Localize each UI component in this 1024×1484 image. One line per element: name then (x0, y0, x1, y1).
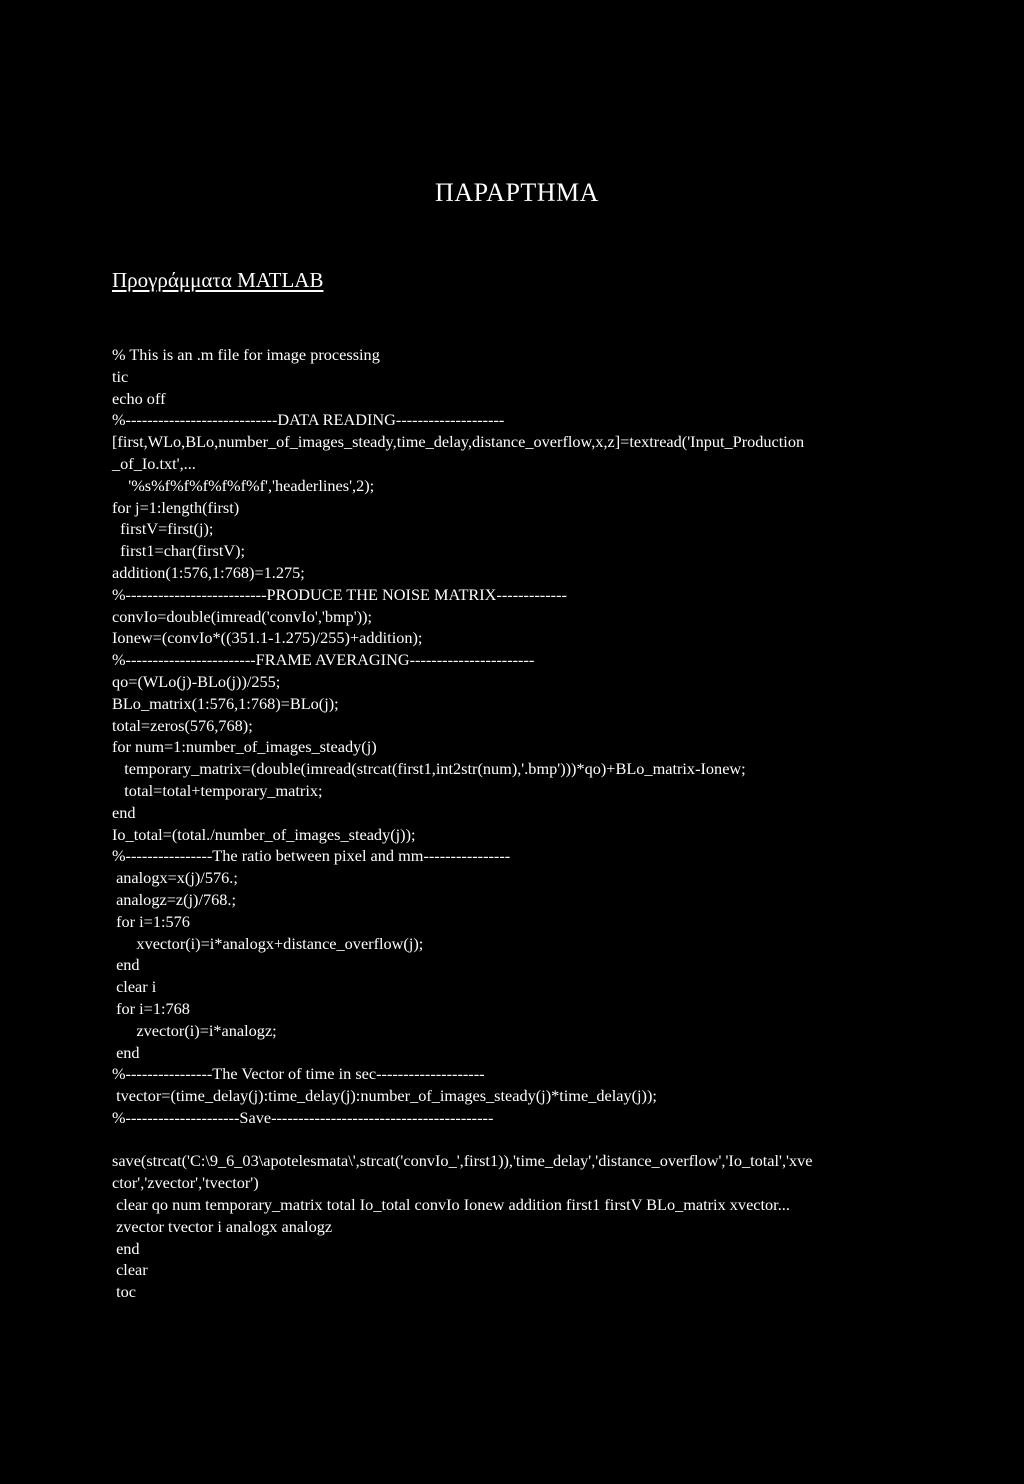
code-line: addition(1:576,1:768)=1.275; (112, 562, 305, 582)
code-line: Io_total=(total./number_of_images_steady(j)); (112, 824, 416, 844)
code-line: first1=char(firstV); (112, 541, 246, 561)
code-line: end (112, 802, 136, 822)
code-line: clear (112, 1260, 148, 1280)
code-line: temporary_matrix=(double(imread(strcat(first1,int2str(num),'.bmp')))*qo)+BLo_matrix-Ionew; (112, 759, 746, 779)
code-line: for j=1:length(first) (112, 497, 240, 517)
code-line: %------------------------FRAME AVERAGING----------------------- (112, 650, 535, 670)
code-line: analogx=x(j)/576.; (112, 868, 238, 888)
code-line: firstV=first(j); (112, 519, 214, 539)
code-line: ctor','zvector','tvector') (112, 1173, 259, 1193)
code-line: %--------------------------PRODUCE THE NOISE MATRIX------------- (112, 584, 567, 604)
code-line: toc (112, 1282, 136, 1302)
code-line: % This is an .m file for image processing (112, 345, 380, 364)
section-heading: Προγράμματα MATLAB (112, 268, 324, 292)
code-line: %---------------------Save----------------------------------------- (112, 1107, 494, 1127)
code-line: qo=(WLo(j)-BLo(j))/255; (112, 671, 281, 691)
code-line: echo off (112, 388, 166, 408)
code-line: end (112, 1238, 140, 1258)
code-line: clear qo num temporary_matrix total Io_total convIo Ionew addition first1 firstV BLo_matrix xvector... (112, 1195, 790, 1215)
code-line (112, 1129, 912, 1151)
code-line: Ionew=(convIo*((351.1-1.275)/255)+addition); (112, 628, 423, 648)
code-line: BLo_matrix(1:576,1:768)=BLo(j); (112, 693, 339, 713)
code-line: convIo=double(imread('convIo','bmp')); (112, 606, 373, 626)
code-line: [first,WLo,BLo,number_of_images_steady,time_delay,distance_overflow,x,z]=textread('Input_Production (112, 432, 805, 452)
code-line: end (112, 1042, 140, 1062)
code-line: for num=1:number_of_images_steady(j) (112, 737, 377, 757)
code-line: %----------------The Vector of time in sec-------------------- (112, 1064, 485, 1084)
code-line: '%s%f%f%f%f%f%f','headerlines',2); (112, 475, 375, 495)
code-line: tic (112, 366, 129, 386)
code-line: %----------------The ratio between pixel and mm---------------- (112, 846, 511, 866)
code-line: total=zeros(576,768); (112, 715, 253, 735)
code-line: zvector(i)=i*analogz; (112, 1020, 277, 1040)
code-line: total=total+temporary_matrix; (112, 780, 323, 800)
code-line: _of_Io.txt',... (112, 453, 196, 473)
code-line: analogz=z(j)/768.; (112, 889, 237, 909)
code-line: xvector(i)=i*analogx+distance_overflow(j); (112, 933, 424, 953)
code-line: clear i (112, 977, 157, 997)
code-line: for i=1:576 (112, 911, 190, 931)
code-line: end (112, 955, 140, 975)
page-title: ΠΑΡΑΡΤΗΜΑ (435, 178, 599, 207)
code-line: %----------------------------DATA READING-------------------- (112, 410, 505, 430)
code-line: zvector tvector i analogx analogz (112, 1216, 333, 1236)
code-line: save(strcat('C:\9_6_03\apotelesmata\',strcat('convIo_',first1)),'time_delay','distance_overflow','Io_total','xve (112, 1151, 813, 1171)
code-listing (112, 344, 912, 1303)
code-line: for i=1:768 (112, 998, 190, 1018)
code-line: tvector=(time_delay(j):time_delay(j):number_of_images_steady(j)*time_delay(j)); (112, 1086, 657, 1106)
